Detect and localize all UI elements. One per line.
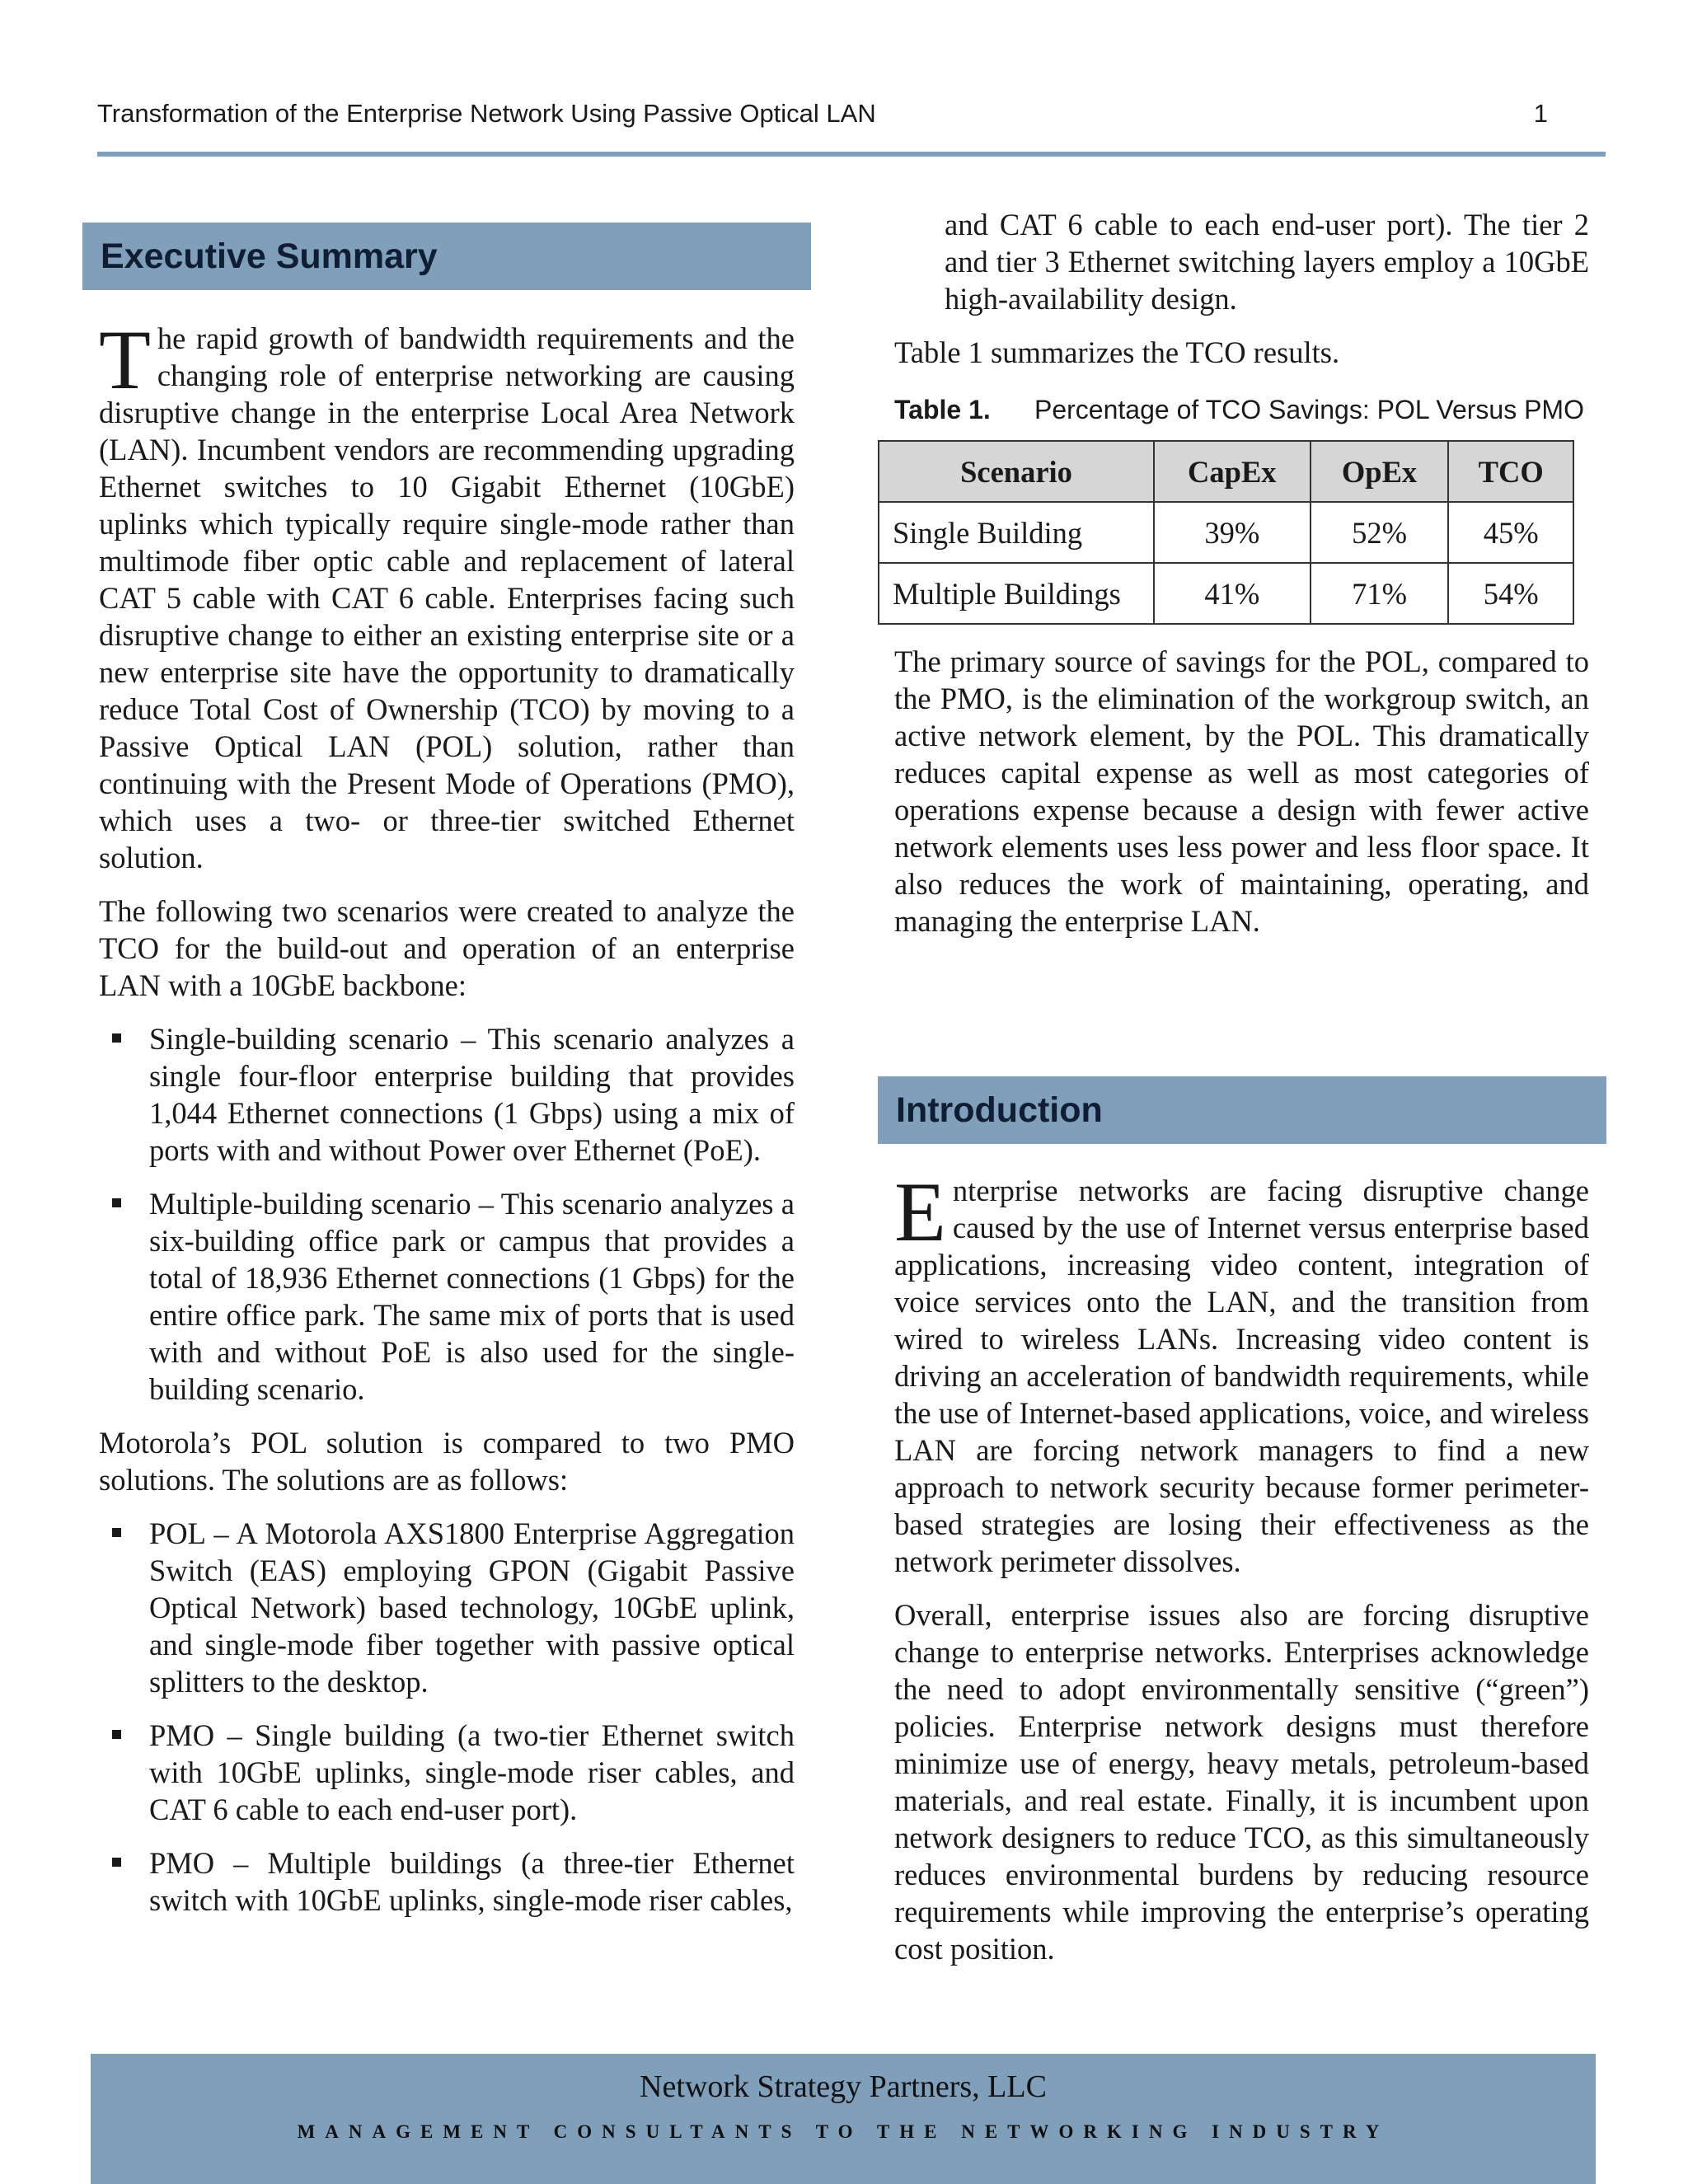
exec-summary-paragraph-5: The primary source of savings for the POL, compared to the PMO, is the elimination of the workgroup switch, an active network element, by the POL. This dramatically reduces capital expense as well as most categories of operations expense because a design with fewer active network elements uses less power and less floor space. It also reduces the work of maintaining, operating, and managing the enterprise LAN.	[894, 644, 1589, 938]
footer-company-name: Network Strategy Partners, LLC	[640, 2069, 1047, 2104]
square-bullet-icon	[112, 1858, 121, 1867]
table-caption	[894, 394, 1589, 425]
table-cell: 39%	[1154, 502, 1311, 563]
tco-savings-table	[878, 440, 1574, 625]
table-cell: 54%	[1448, 563, 1573, 624]
intro-paragraph-2: Overall, enterprise issues also are forcing disruptive change to enterprise networks. Enterprises acknowledge the need to adopt environmentally sensitive (“green”) policies. Enterprise network designs must therefore minimize use of energy, heavy metals, petroleum-based materials, and real estate. Finally, it is incumbent upon network designers to reduce TCO, as this simultaneously reduces environmental burdens by reducing resource requirements while improving the enterprise’s operating cost position.	[894, 1598, 1589, 1966]
page-number: 1	[1533, 99, 1548, 128]
right-column	[894, 206, 1589, 956]
exec-summary-paragraph-4: Table 1 summarizes the TCO results.	[894, 335, 1340, 369]
table-cell: Multiple Buildings	[879, 563, 1154, 624]
scenario-list	[99, 1020, 795, 1408]
table-cell: 41%	[1154, 563, 1311, 624]
page-footer	[91, 2054, 1596, 2184]
table-row	[879, 563, 1573, 624]
table-caption-label: Table 1.	[894, 395, 991, 424]
solution-continuation: and CAT 6 cable to each end-user port). The tier 2 and tier 3 Ethernet switching layers employ a 10GbE high-availability design.	[945, 208, 1589, 316]
exec-summary-paragraph-2: The following two scenarios were created to analyze the TCO for the build-out and operation of an enterprise LAN with a 10GbE backbone:	[99, 894, 795, 1002]
list-item: PMO – Multiple buildings (a three-tier Ethernet switch with 10GbE uplinks, single-mode riser cables,	[99, 1844, 795, 1919]
square-bullet-icon	[112, 1198, 121, 1207]
page-header	[97, 96, 1548, 132]
list-item: POL – A Motorola AXS1800 Enterprise Aggregation Switch (EAS) employing GPON (Gigabit Passive Optical Network) based technology, 10GbE uplink, and single-mode fiber together with passive optical splitters to the desktop.	[99, 1515, 795, 1700]
list-item: PMO – Single building (a two-tier Ethernet switch with 10GbE uplinks, single-mode riser cables, and CAT 6 cable to each end-user port).	[99, 1717, 795, 1828]
left-column	[99, 313, 795, 1935]
document-title: Transformation of the Enterprise Network Using Passive Optical LAN	[97, 99, 876, 128]
drop-cap: T	[99, 313, 151, 407]
table-caption-text: Percentage of TCO Savings: POL Versus PMO	[1034, 395, 1584, 424]
square-bullet-icon	[112, 1033, 121, 1043]
intro-paragraph-1: E nterprise networks are facing disruptive change caused by the use of Internet versus enterprise based applications, increasing video content, integration of voice services onto the LAN, and the transition from wired to wireless LANs. Increasing video content is driving an acceleration of bandwidth requirements, while the use of Internet-based applications, voice, and wireless LAN are forcing network managers to find a new approach to network security because former perimeter-based strategies are losing their effectiveness as the network perimeter dissolves.	[894, 1165, 1589, 1578]
footer-tagline: MANAGEMENT CONSULTANTS TO THE NETWORKING INDUSTRY	[297, 2121, 1390, 2142]
table-cell: Single Building	[879, 502, 1154, 563]
table-row	[879, 502, 1573, 563]
square-bullet-icon	[112, 1730, 121, 1739]
executive-summary-heading: Executive Summary	[82, 223, 811, 290]
table-header-row	[879, 441, 1573, 502]
header-rule	[97, 152, 1606, 157]
introduction-column	[894, 1165, 1589, 1984]
introduction-heading: Introduction	[878, 1076, 1606, 1144]
table-cell: 45%	[1448, 502, 1573, 563]
table-cell: 52%	[1311, 502, 1449, 563]
table-cell: 71%	[1311, 563, 1449, 624]
exec-summary-paragraph-1: T he rapid growth of bandwidth requirements and the changing role of enterprise networking are causing disruptive change in the enterprise Local Area Network (LAN). Incumbent vendors are recommending upgrading Ethernet switches to 10 Gigabit Ethernet (10GbE) uplinks which typically require single-mode rather than multimode fiber optic cable and replacement of lateral CAT 5 cable with CAT 6 cable. Enterprises facing such disruptive change to either an existing enterprise site or a new enterprise site have the opportunity to dramatically reduce Total Cost of Ownership (TCO) by moving to a Passive Optical LAN (POL) solution, rather than continuing with the Present Mode of Operations (PMO), which uses a two- or three-tier switched Ethernet solution.	[99, 313, 795, 874]
list-item: Multiple-building scenario – This scenario analyzes a six-building office park or campus that provides a total of 18,936 Ethernet connections (1 Gbps) for the entire office park. The same mix of ports that is used with and without PoE is also used for the single-building scenario.	[99, 1185, 795, 1408]
square-bullet-icon	[112, 1528, 121, 1537]
column-header: Scenario	[879, 441, 1154, 502]
column-header: TCO	[1448, 441, 1573, 502]
solution-list	[99, 1515, 795, 1919]
column-header: CapEx	[1154, 441, 1311, 502]
drop-cap: E	[894, 1165, 946, 1259]
column-header: OpEx	[1311, 441, 1449, 502]
exec-summary-paragraph-3: Motorola’s POL solution is compared to two PMO solutions. The solutions are as follows:	[99, 1426, 795, 1497]
list-item: Single-building scenario – This scenario analyzes a single four-floor enterprise building that provides 1,044 Ethernet connections (1 Gbps) using a mix of ports with and without Power over Ethernet (PoE).	[99, 1020, 795, 1169]
